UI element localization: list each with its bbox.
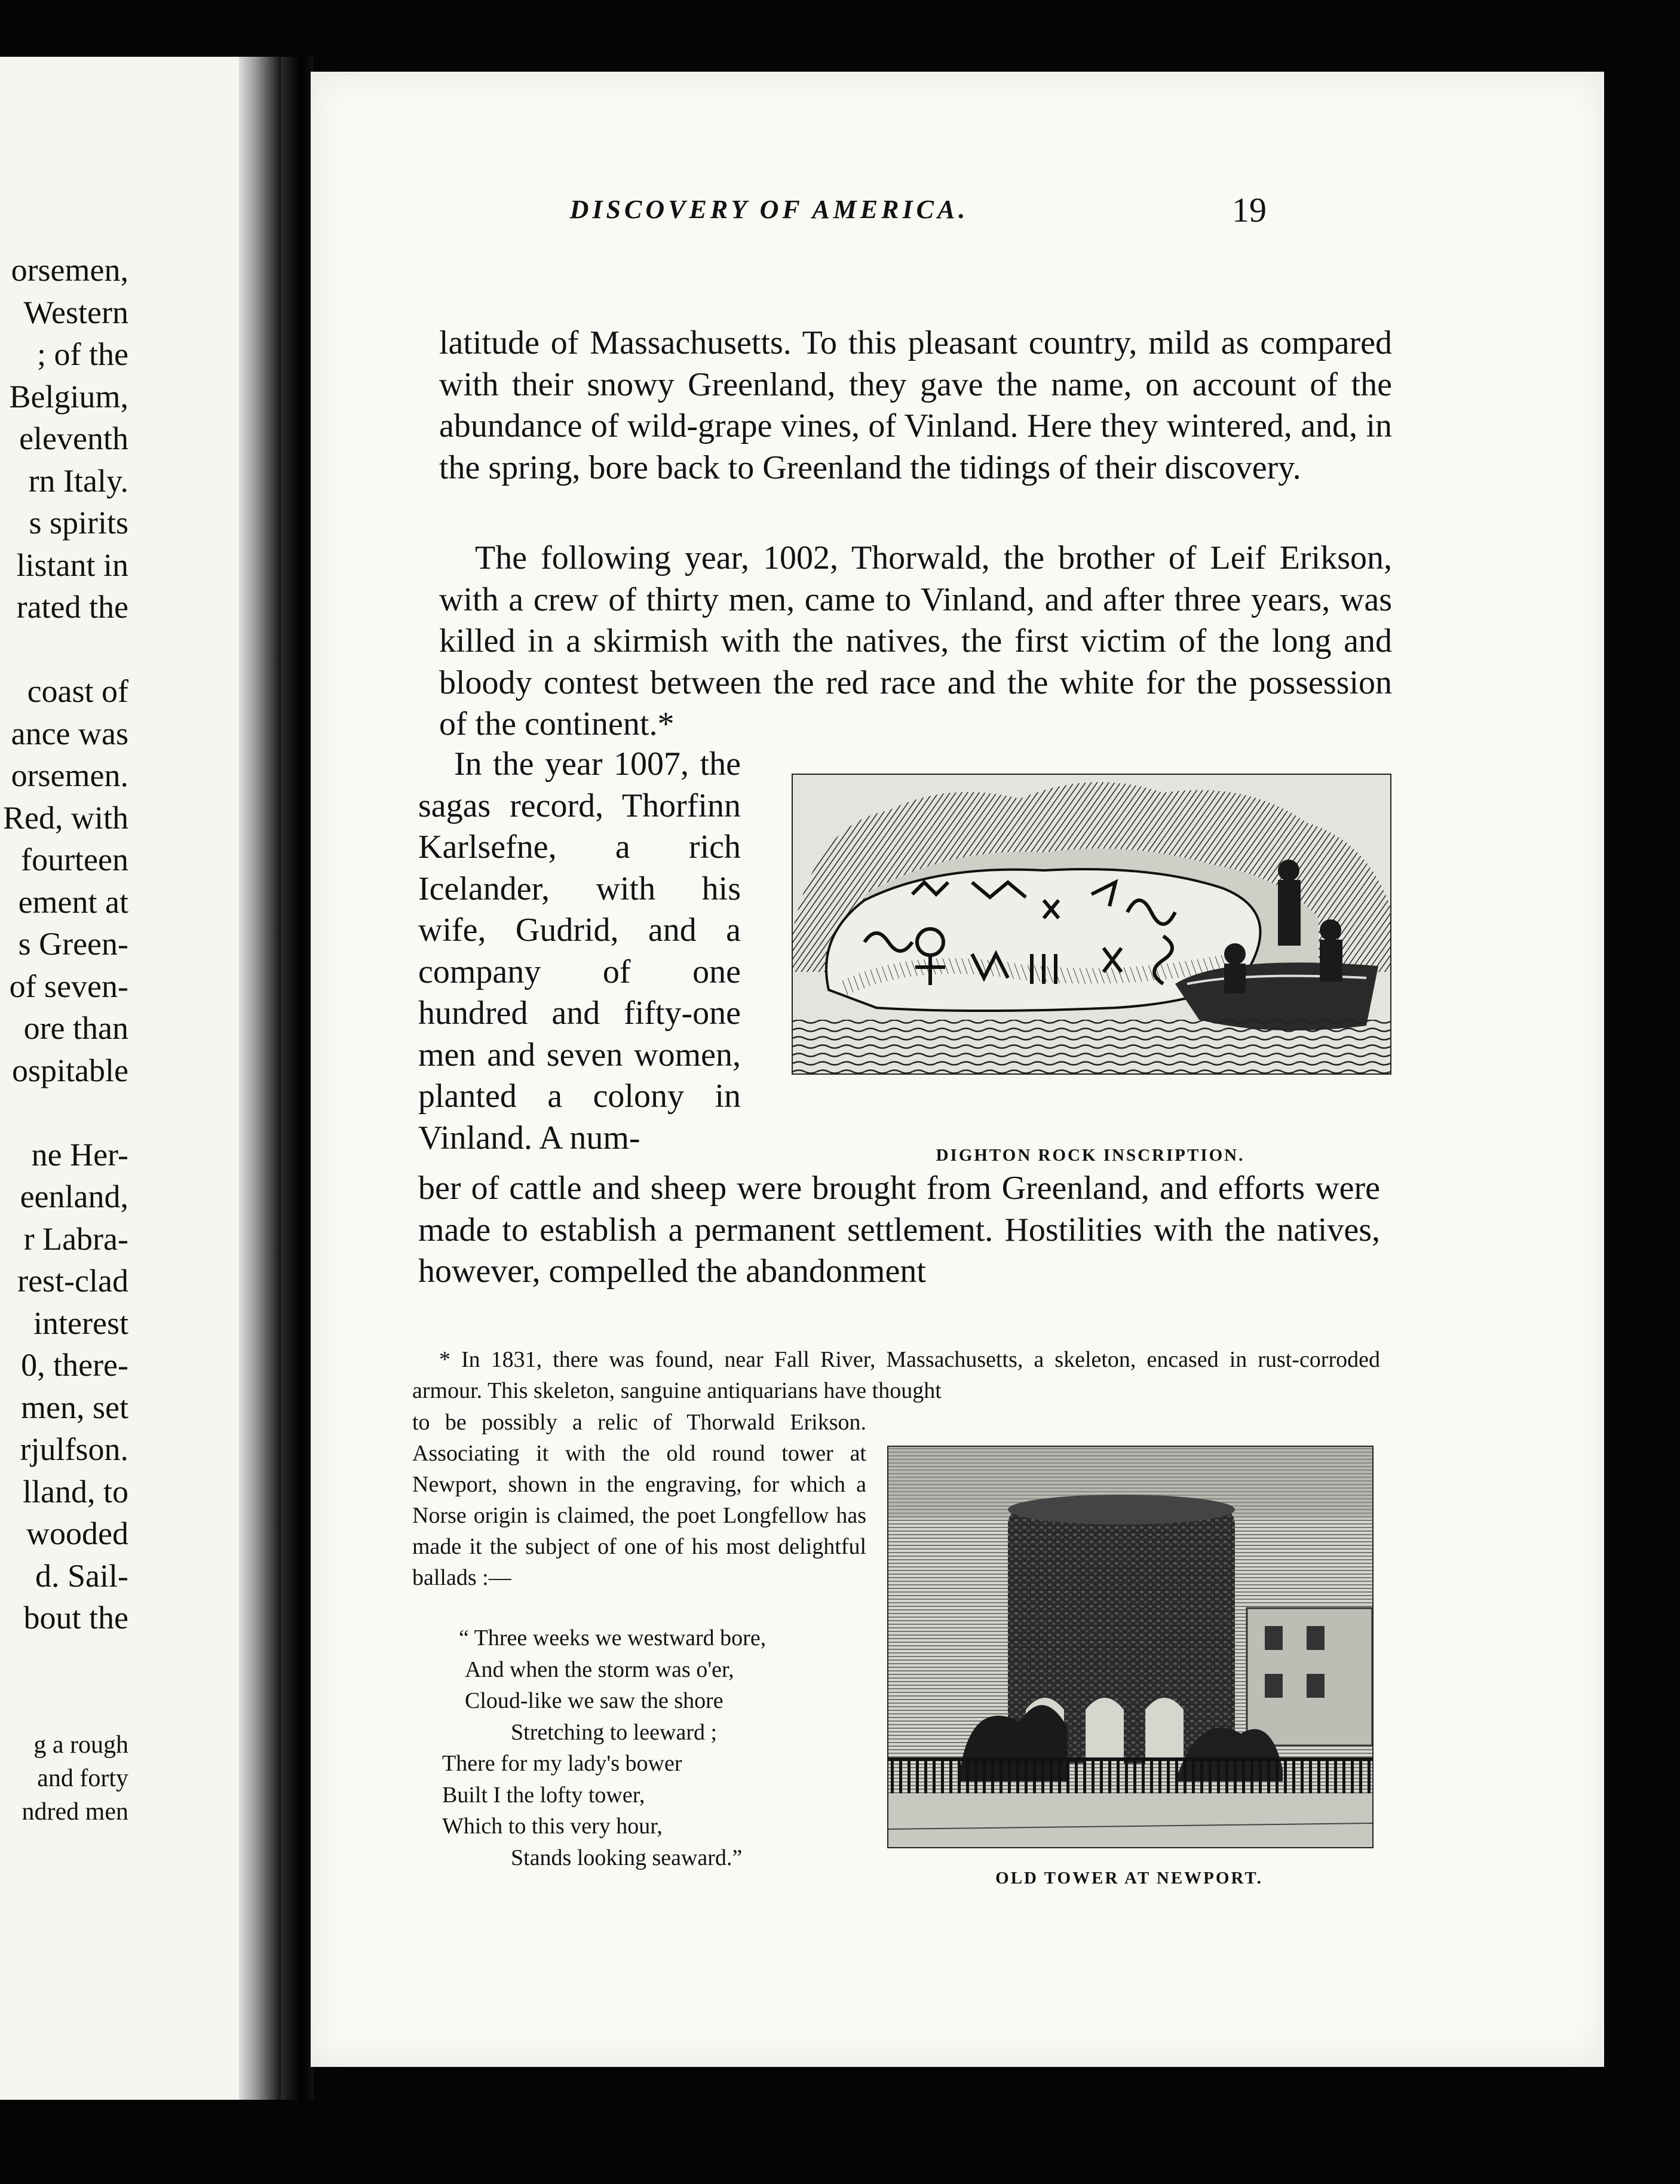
facing-page-line: ospitable <box>12 1052 128 1088</box>
facing-page-line: wooded <box>26 1516 128 1551</box>
verse-line: And when the storm was o'er, <box>465 1657 734 1682</box>
facing-page-line: ore than <box>23 1010 128 1046</box>
facing-page-line: Belgium, <box>9 378 128 415</box>
facing-page-line: s Green- <box>18 926 128 962</box>
facing-page-line: rn Italy. <box>28 462 128 499</box>
facing-page-line: fourteen <box>21 842 128 878</box>
ballad-verse <box>442 1622 872 1873</box>
facing-page-line: interest <box>33 1305 128 1341</box>
facing-page-line: Western <box>23 294 128 330</box>
facing-page-line: rjulfson. <box>20 1431 128 1467</box>
body-paragraph-3-continued <box>418 1168 1380 1293</box>
facing-page-line: eleventh <box>19 421 128 456</box>
facing-page-line: ement at <box>18 884 128 920</box>
facing-page-line: r Labra- <box>23 1220 128 1257</box>
facing-page-line: bout the <box>23 1600 128 1636</box>
body-paragraph-2 <box>439 538 1392 746</box>
facing-page-line: lland, to <box>23 1473 128 1510</box>
verse-line: Stands looking seaward.” <box>511 1845 743 1870</box>
verse-line: Which to this very hour, <box>442 1814 663 1839</box>
verse-line: Cloud-like we saw the shore <box>465 1688 723 1713</box>
facing-page-line: of seven- <box>9 968 128 1004</box>
footnote-text: * In 1831, there was found, near Fall River, Massachusetts, a skeleton, encased in rust-corroded armour. This skeleton, sanguine antiquarians have thought <box>412 1347 1380 1403</box>
facing-page-line: eenland, <box>20 1179 128 1214</box>
facing-page-footnote-line: g a rough <box>33 1731 128 1759</box>
facing-page-footnote-line: and forty <box>37 1765 128 1792</box>
body-paragraph-1 <box>439 323 1392 489</box>
facing-page-line: Red, with <box>3 799 128 836</box>
facing-page-line: rest-clad <box>17 1263 128 1299</box>
verse-line: Stretching to leeward ; <box>511 1719 718 1745</box>
footnote-text: to be possibly a relic of Thorwald Erikson. Associating it with the old round tower at Newport, shown in the engraving, for which a Norse origin is claimed, the poet Longfellow has made it the subject of one of his most delightful ballads :— <box>412 1410 866 1590</box>
paragraph-text: latitude of Massachusetts. To this pleasant country, mild as compared with their snowy Greenland, they gave the name, on account of the abundance of wild-grape vines, of Vinland. Here they wintered, and, in the spring, bore back to Greenland the tidings of their discovery. <box>439 324 1392 486</box>
facing-page-line: ance was <box>11 715 128 751</box>
facing-page-line: men, set <box>21 1389 128 1425</box>
page-edge-shadow <box>239 57 281 2100</box>
dighton-rock-caption: DIGHTON ROCK INSCRIPTION. <box>936 1146 1245 1165</box>
page-number: 19 <box>1232 191 1267 229</box>
old-tower-engraving <box>887 1446 1374 1848</box>
facing-page-line: ne Her- <box>31 1136 128 1173</box>
facing-page-line: rated the <box>16 589 128 625</box>
verse-line: “ Three weeks we westward bore, <box>459 1625 767 1651</box>
facing-page-line: coast of <box>27 673 128 709</box>
paragraph-text: The following year, 1002, Thorwald, the brother of Leif Erikson, with a crew of thirty men, came to Vinland, and after three years, was killed in a skirmish with the natives, the first victim of the long and bloody contest between the red race and the white for the possession of the continent.* <box>439 539 1392 743</box>
facing-page <box>0 57 281 2100</box>
dighton-rock-illustration <box>793 775 1390 1073</box>
paragraph-text: In the year 1007, the sagas record, Thorfinn Karlsefne, a rich Icelander, with his wife, Gudrid, and a company of one hundred and fifty-one men and seven women, planted a colony in Vinland. A num- <box>418 746 741 1157</box>
facing-page-line: orsemen, <box>11 252 128 288</box>
facing-page-footnote-line: ndred men <box>22 1798 128 1826</box>
footnote-continued <box>412 1407 866 1593</box>
facing-page-line: orsemen. <box>11 757 128 793</box>
old-tower-caption: OLD TOWER AT NEWPORT. <box>995 1869 1263 1888</box>
dighton-rock-engraving <box>792 774 1391 1075</box>
footnote-intro <box>412 1344 1380 1406</box>
facing-page-line: 0, there- <box>21 1347 128 1383</box>
facing-page-line: ; of the <box>37 336 128 372</box>
facing-page-line: d. Sail- <box>35 1557 128 1594</box>
paragraph-text: ber of cattle and sheep were brought from Greenland, and efforts were made to establish a permanent settlement. Hostilities with the natives, however, compelled the abandonment <box>418 1170 1380 1290</box>
facing-page-line: listant in <box>16 547 128 583</box>
body-paragraph-3-wrap <box>418 744 741 1159</box>
running-header: DISCOVERY OF AMERICA. <box>569 195 969 224</box>
verse-line: Built I the lofty tower, <box>442 1782 645 1808</box>
facing-page-line: s spirits <box>29 505 128 541</box>
book-gutter <box>281 57 314 2100</box>
old-tower-illustration <box>888 1447 1372 1847</box>
verse-line: There for my lady's bower <box>442 1751 682 1776</box>
